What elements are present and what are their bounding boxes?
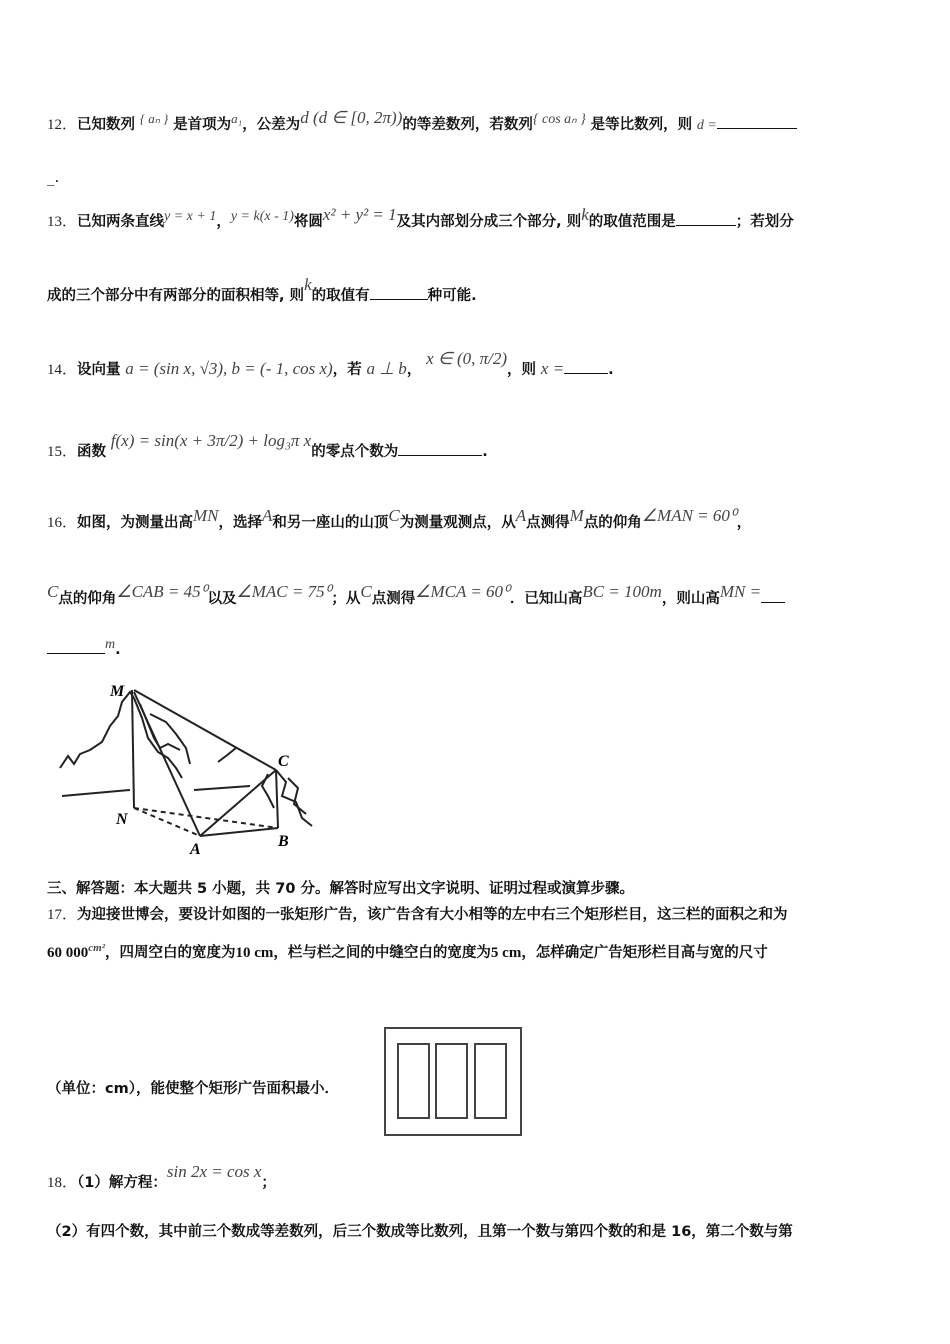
question-number: 12． [47,117,78,133]
question-17: 17．为迎接世博会，要设计如图的一张矩形广告，该广告含有大小相等的左中右三个矩形栏目，这三栏的面积之和为 [47,907,788,923]
answer-blank [47,639,105,654]
figure-label-c: C [278,753,289,770]
question-number: 16． [47,515,78,531]
figure-label-m: M [110,683,125,700]
mountain-figure [50,678,350,860]
math-perpendicular: a ⊥ b [366,359,407,378]
question-number: 13． [47,214,78,230]
question-number: 15． [47,444,78,460]
ad-column-left [398,1044,429,1118]
math-x-equals: x = [540,359,565,378]
question-16: 16．如图，为测量出高MN，选择A和另一座山的山顶C为测量观测点，从A点测得M点的仰角∠MAN = 60⁰， [47,506,752,531]
advertisement-diagram [384,1027,522,1137]
math-d-range: d (d ∈ [0, 2π)) [300,108,403,127]
math-d-equals: d = [696,118,717,133]
question-17-line2: 60 $000^{cm^2}$，四周空白的宽度为10 cm，栏与栏之间的中缝空白的宽度为5 cm，怎样确定广告矩形栏目高与宽的尺寸 [47,942,768,961]
math-function: f(x) = sin(x + 3π/2) + log₃π x [110,431,312,450]
math-sequence-an: { aₙ } [139,111,169,126]
question-12: 12．已知数列 { aₙ } 是首项为a₁，公差为d (d ∈ [0, 2π))的等差数列，若数列{ cos aₙ } 是等比数列，则 d = [47,113,904,137]
math-a1: a₁ [231,111,243,126]
question-13-line2: 成的三个部分中有两部分的面积相等, 则k的取值有 种可能. [47,275,477,304]
math-k: k [304,275,312,294]
math-x-interval: x ∈ (0, π/2) [426,349,508,368]
question-18: 18．（1）解方程：sin 2x = cos x； [47,1162,276,1191]
math-angle-man: ∠MAN = 60⁰ [641,506,737,525]
math-unit-m: m [105,637,116,652]
math-a: A [515,506,527,525]
answer-blank [564,359,608,374]
question-number: 17． [47,907,78,923]
math-c: C [47,582,59,601]
answer-blank [676,211,736,226]
area-unit: cm² [88,942,105,954]
math-bc: BC = 100m [582,582,662,601]
math-a: A [262,506,273,525]
math-c: C [360,582,372,601]
math-vectors: a = (sin x, √3), b = (- 1, cos x) [125,359,333,378]
ad-column-right [475,1044,506,1118]
answer-blank [370,285,428,300]
math-angle-mca: ∠MCA = 60⁰ [415,582,510,601]
question-16-line2: C点的仰角∠CAB = 45⁰以及∠MAC = 75⁰；从C点测得∠MCA = 60⁰．已知山高BC = 100m，则山高MN = [47,587,904,610]
question-12-tail: _. [47,168,60,186]
answer-blank [398,441,482,456]
figure-label-n: N [116,811,128,828]
math-angle-mac: ∠MAC = 75⁰ [236,582,332,601]
area-value: 60 000 [47,945,89,961]
figure-label-a: A [190,841,201,858]
answer-blank [761,588,785,603]
math-line2: y = k(x - 1) [230,209,294,224]
ad-column-middle [436,1044,467,1118]
question-15: 15．函数 f(x) = sin(x + 3π/2) + log₃π x的零点个数为 . [47,431,488,460]
math-c: C [388,506,400,525]
question-18-line2: （2）有四个数，其中前三个数成等差数列，后三个数成等比数列，且第一个数与第四个数的和是 16，第二个数与第 [47,1224,793,1240]
question-17-line3: （单位：cm），能使整个矩形广告面积最小． [47,1081,339,1097]
question-number: 18． [47,1175,78,1191]
mountain-lines [60,690,312,836]
math-mn: MN [193,506,219,525]
section-3-heading: 三、解答题：本大题共 5 小题，共 70 分。解答时应写出文字说明、证明过程或演算步骤。 [47,881,634,897]
math-m: M [569,506,584,525]
math-equation: sin 2x = cos x [166,1162,262,1181]
question-14: 14．设向量 a = (sin x, √3), b = (- 1, cos x)，若 a ⊥ b， x ∈ (0, π/2)，则 x = . [47,349,614,378]
answer-blank [717,114,797,129]
math-angle-cab: ∠CAB = 45⁰ [116,582,208,601]
question-13: 13．已知两条直线y = x + 1，y = k(x - 1)将圆x² + y² = 1及其内部划分成三个部分, 则k的取值范围是 ；若划分 [47,205,794,230]
math-mn-equals: MN = [719,582,762,601]
math-circle: x² + y² = 1 [322,205,397,224]
figure-label-b: B [278,833,289,850]
math-cos-an: { cos aₙ } [532,112,586,127]
math-k: k [581,205,589,224]
question-number: 14． [47,362,78,378]
math-line1: y = x + 1 [164,209,217,224]
question-16-line3: m. [47,638,904,662]
